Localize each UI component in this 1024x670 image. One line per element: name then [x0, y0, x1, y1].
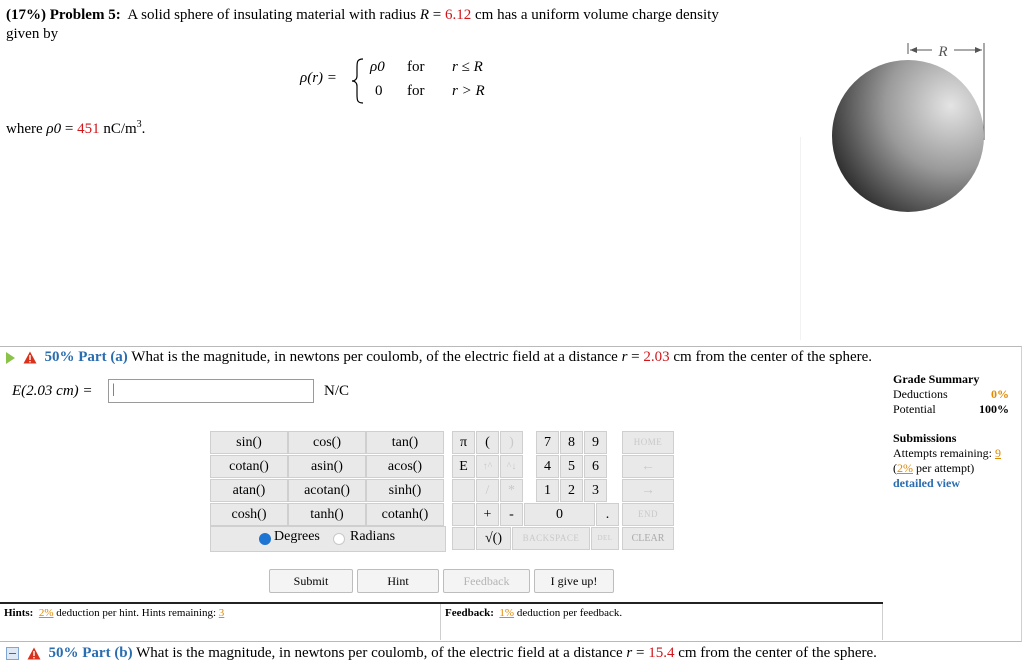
answer-label: E(2.03 cm) =: [12, 383, 93, 399]
lparen-key[interactable]: (: [476, 431, 499, 454]
hints-feedback-vsep: [440, 604, 441, 640]
angle-mode: [210, 526, 446, 552]
hints-feedback-divider: [0, 602, 883, 604]
blank-key: [452, 527, 475, 550]
warning-icon: [23, 351, 37, 364]
atan-button[interactable]: atan(): [210, 479, 288, 502]
end-key[interactable]: END: [622, 503, 674, 526]
right-arrow-key[interactable]: →: [622, 479, 674, 502]
submit-button[interactable]: Submit: [269, 569, 353, 593]
degrees-label[interactable]: Degrees: [274, 529, 320, 544]
text-cursor: |: [112, 382, 115, 397]
degrees-radio[interactable]: [259, 533, 271, 545]
down-key[interactable]: ^↓: [500, 455, 523, 478]
grade-summary: Grade Summary Deductions 0% Potential 100% Submissions Attempts remaining: 9 (2% per attempt) detailed view: [893, 372, 1013, 491]
del-key[interactable]: DEL: [591, 527, 619, 550]
attempts-remaining: 9: [994, 446, 1001, 460]
warning-icon: [27, 647, 41, 660]
radius-value: 6.12: [445, 7, 472, 23]
backspace-key[interactable]: BACKSPACE: [512, 527, 590, 550]
exponent-key[interactable]: E: [452, 455, 475, 478]
sphere-diagram: [800, 40, 1024, 340]
hint-button[interactable]: Hint: [357, 569, 439, 593]
feedback-button[interactable]: Feedback: [443, 569, 530, 593]
cosh-button[interactable]: cosh(): [210, 503, 288, 526]
expand-arrow-icon[interactable]: [6, 352, 15, 364]
blank-key: [452, 503, 475, 526]
problem-title: Problem 5:: [49, 7, 121, 23]
answer-input[interactable]: [108, 379, 314, 403]
asin-button[interactable]: asin(): [288, 455, 366, 478]
decimal-key[interactable]: .: [596, 503, 619, 526]
up-key[interactable]: ↑^: [476, 455, 499, 478]
acos-button[interactable]: acos(): [366, 455, 444, 478]
nine-key[interactable]: 9: [584, 431, 607, 454]
home-key[interactable]: HOME: [622, 431, 674, 454]
charge-density-equation: ρ(r) = ρ0 for r ≤ R 0 for r > R: [300, 58, 520, 106]
collapse-icon[interactable]: [6, 647, 19, 660]
cotan-button[interactable]: cotan(): [210, 455, 288, 478]
potential-value: 100%: [979, 402, 1009, 416]
hints-info: Hints: 2% deduction per hint. Hints remaining: 3: [4, 607, 225, 619]
zero-key[interactable]: 0: [524, 503, 595, 526]
clear-key[interactable]: CLEAR: [622, 527, 674, 550]
rparen-key[interactable]: ): [500, 431, 523, 454]
distance-value-b: 15.4: [648, 645, 675, 661]
eight-key[interactable]: 8: [560, 431, 583, 454]
radians-label[interactable]: Radians: [350, 529, 396, 544]
deductions-value: 0%: [991, 387, 1009, 401]
plus-key[interactable]: +: [476, 503, 499, 526]
minus-key[interactable]: -: [500, 503, 523, 526]
left-brace-icon: [350, 58, 366, 104]
density-value-line: where ρ0 = 451 $nC/m^3$.: [6, 119, 146, 137]
tan-button[interactable]: tan(): [366, 431, 444, 454]
one-key[interactable]: 1: [536, 479, 559, 502]
calculator: [210, 431, 674, 551]
five-key[interactable]: 5: [560, 455, 583, 478]
detailed-view-link[interactable]: detailed view: [893, 476, 960, 490]
feedback-info: Feedback: 1% deduction per feedback.: [445, 607, 623, 619]
acotan-button[interactable]: acotan(): [288, 479, 366, 502]
problem-weight: (17%): [6, 7, 46, 23]
give-up-button[interactable]: I give up!: [534, 569, 614, 593]
sinh-button[interactable]: sinh(): [366, 479, 444, 502]
radians-radio[interactable]: [333, 533, 345, 545]
left-arrow-key[interactable]: ←: [622, 455, 674, 478]
pi-key[interactable]: π: [452, 431, 475, 454]
cos-button[interactable]: cos(): [288, 431, 366, 454]
cotanh-button[interactable]: cotanh(): [366, 503, 444, 526]
four-key[interactable]: 4: [536, 455, 559, 478]
three-key[interactable]: 3: [584, 479, 607, 502]
distance-value: 2.03: [643, 349, 670, 365]
part-a-weight: 50% Part (a): [44, 349, 128, 365]
radius-dimension-label: R: [938, 44, 948, 60]
density-value: 451: [77, 121, 100, 137]
multiply-key[interactable]: *: [500, 479, 523, 502]
sphere-figure: [800, 40, 1024, 340]
sphere: [832, 60, 984, 212]
sin-button[interactable]: sin(): [210, 431, 288, 454]
tanh-button[interactable]: tanh(): [288, 503, 366, 526]
two-key[interactable]: 2: [560, 479, 583, 502]
blank-key: [452, 479, 475, 502]
part-b-weight: 50% Part (b): [48, 645, 133, 661]
divide-key[interactable]: /: [476, 479, 499, 502]
answer-unit: N/C: [324, 383, 350, 399]
part-a-header: 50% Part (a) What is the magnitude, in newtons per coulomb, of the electric field at a distance r = 2.03 cm from the center of the sphere.: [6, 349, 872, 366]
sqrt-key[interactable]: √(): [476, 527, 511, 550]
hints-feedback-vsep-right: [882, 604, 883, 640]
six-key[interactable]: 6: [584, 455, 607, 478]
hints-remaining: 3: [218, 607, 225, 619]
part-b-header: 50% Part (b) What is the magnitude, in newtons per coulomb, of the electric field at a distance r = 15.4 cm from the center of the sphere.: [6, 645, 877, 662]
seven-key[interactable]: 7: [536, 431, 559, 454]
problem-statement: (17%) Problem 5: A solid sphere of insulating material with radius R = 6.12 cm has a uniform volume charge density given by: [6, 7, 719, 42]
